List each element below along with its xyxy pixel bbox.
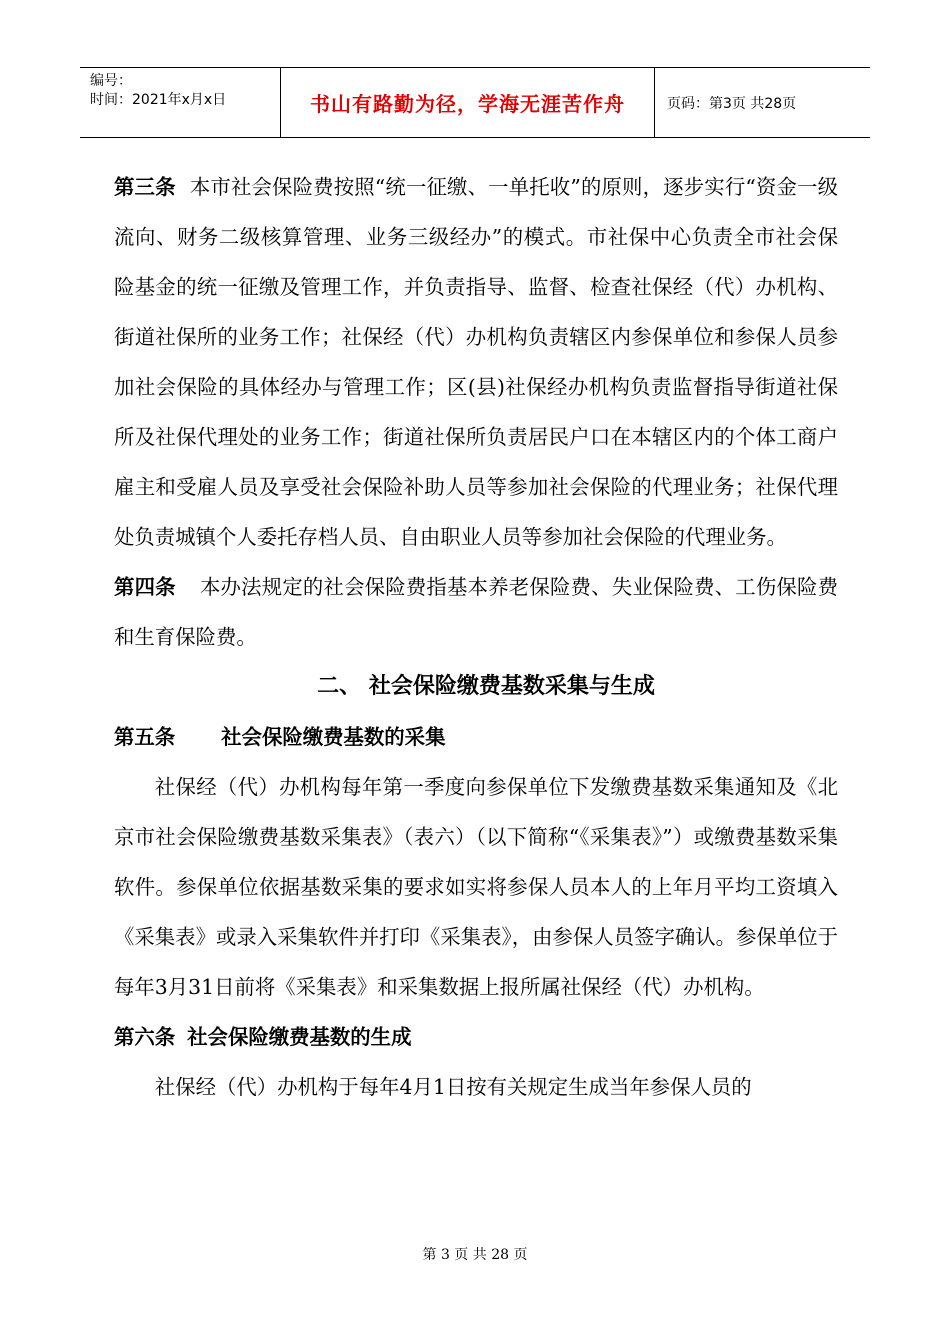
article-6-text: 社保经（代）办机构于每年4月1日按有关规定生成当年参保人员的 [154, 1075, 752, 1099]
article-4 [114, 562, 838, 662]
page-header [80, 67, 870, 138]
section-2-title: 二、 社会保险缴费基数采集与生成 [317, 674, 655, 699]
article-5-text: 社保经（代）办机构每年第一季度向参保单位下发缴费基数采集通知及《北京市社会保险缴费基数采集表》（表六）（以下简称“《采集表》”）或缴费基数采集软件。参保单位依据基数采集的要求如实将参保人员本人的上年月平均工资填入《采集表》或录入采集软件并打印《采集表》，由参保人员签字确认。参保单位于每年3月31日前将《采集表》和采集数据上报所属社保经（代）办机构。 [114, 775, 838, 999]
header-meta [80, 68, 280, 137]
article-3-text: 本市社会保险费按照“统一征缴、一单托收”的原则，逐步实行“资金一级流向、财务二级核算管理、业务三级经办”的模式。市社保中心负责全市社会保险基金的统一征缴及管理工作，并负责指导、监督、检查社保经（代）办机构、街道社保所的业务工作；社保经（代）办机构负责辖区内参保单位和参保人员参加社会保险的具体经办与管理工作；区(县)社保经办机构负责监督指导街道社保所及社保代理处的业务工作；街道社保所负责居民户口在本辖区内的个体工商户雇主和受雇人员及享受社会保险补助人员等参加社会保险的代理业务；社保代理处负责城镇个人委托存档人员、自由职业人员等参加社会保险的代理业务。 [114, 175, 839, 549]
article-6-label: 第六条 [114, 1025, 176, 1049]
document-number-label: 编号： [90, 73, 132, 89]
article-5-label: 第五条 [114, 725, 176, 749]
article-3 [114, 162, 838, 562]
article-6-title: 社会保险缴费基数的生成 [187, 1025, 412, 1049]
article-3-label: 第三条 [114, 175, 176, 199]
article-5-heading [114, 712, 838, 762]
header-motto: 书山有路勤为径，学海无涯苦作舟 [280, 68, 655, 137]
page-footer: 第 3 页 共 28 页 [422, 1247, 528, 1263]
article-4-label: 第四条 [114, 575, 176, 599]
article-4-text: 本办法规定的社会保险费指基本养老保险费、失业保险费、工伤保险费和生育保险费。 [114, 575, 838, 649]
article-6-heading [114, 1012, 838, 1062]
article-5-title: 社会保险缴费基数的采集 [221, 725, 446, 749]
document-date-label: 时间：2021年x月x日 [90, 92, 227, 108]
document-body [114, 162, 838, 1112]
header-page-info: 页码：第3页 共28页 [667, 95, 797, 112]
